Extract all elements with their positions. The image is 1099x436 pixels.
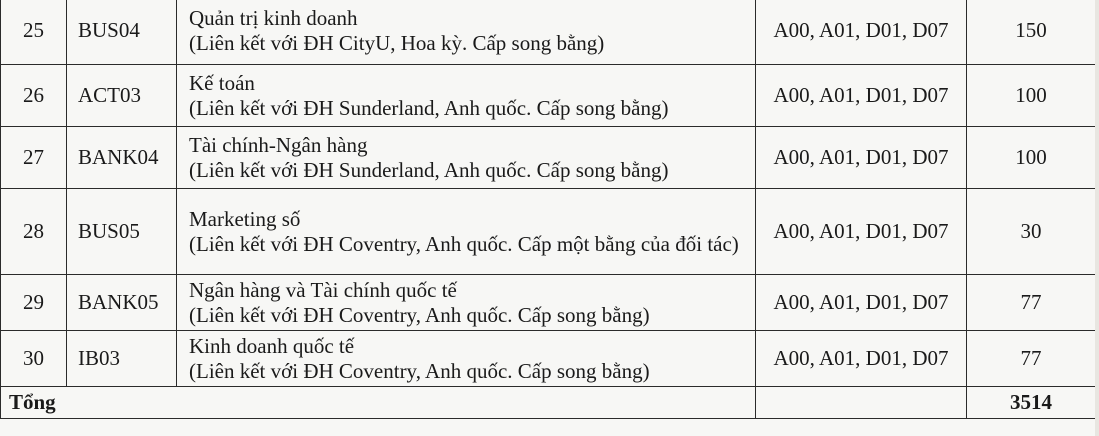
quota: 30 — [967, 189, 1096, 275]
total-label: Tổng — [1, 387, 756, 419]
table-row — [1, 0, 1096, 65]
program-name-cell — [177, 189, 756, 275]
page-edge — [1095, 0, 1099, 436]
program-name-cell — [177, 127, 756, 189]
program-name-cell — [177, 275, 756, 331]
program-code: BANK05 — [67, 275, 177, 331]
quota: 100 — [967, 127, 1096, 189]
total-row — [1, 387, 1096, 419]
program-note: (Liên kết với ĐH Coventry, Anh quốc. Cấp song bằng) — [189, 358, 650, 383]
quota: 77 — [967, 331, 1096, 387]
table-row — [1, 189, 1096, 275]
total-value: 3514 — [967, 387, 1096, 419]
program-name-cell — [177, 65, 756, 127]
program-name: Kinh doanh quốc tế — [189, 333, 355, 358]
program-note: (Liên kết với ĐH Sunderland, Anh quốc. Cấp song bằng) — [189, 95, 669, 120]
subject-combination: A00, A01, D01, D07 — [756, 189, 967, 275]
subject-combination: A00, A01, D01, D07 — [756, 331, 967, 387]
subject-combination: A00, A01, D01, D07 — [756, 65, 967, 127]
row-number: 30 — [1, 331, 67, 387]
program-note: (Liên kết với ĐH Coventry, Anh quốc. Cấp một bằng của đối tác) — [189, 231, 739, 256]
quota: 100 — [967, 65, 1096, 127]
quota: 77 — [967, 275, 1096, 331]
program-name: Tài chính-Ngân hàng — [189, 132, 368, 157]
program-note: (Liên kết với ĐH Sunderland, Anh quốc. Cấp song bằng) — [189, 157, 669, 182]
program-code: IB03 — [67, 331, 177, 387]
program-code: BANK04 — [67, 127, 177, 189]
table-row — [1, 275, 1096, 331]
table-row — [1, 65, 1096, 127]
subject-combination: A00, A01, D01, D07 — [756, 0, 967, 65]
program-name: Quản trị kinh doanh — [189, 5, 358, 30]
program-name-cell — [177, 0, 756, 65]
program-note: (Liên kết với ĐH Coventry, Anh quốc. Cấp song bằng) — [189, 302, 650, 327]
program-name-cell — [177, 331, 756, 387]
table-row — [1, 331, 1096, 387]
program-name: Kế toán — [189, 70, 255, 95]
program-code: ACT03 — [67, 65, 177, 127]
row-number: 26 — [1, 65, 67, 127]
table-row — [1, 127, 1096, 189]
subject-combination: A00, A01, D01, D07 — [756, 275, 967, 331]
row-number: 25 — [1, 0, 67, 65]
program-code: BUS05 — [67, 189, 177, 275]
program-name: Ngân hàng và Tài chính quốc tế — [189, 277, 457, 302]
program-note: (Liên kết với ĐH CityU, Hoa kỳ. Cấp song bằng) — [189, 30, 605, 55]
row-number: 28 — [1, 189, 67, 275]
subject-combination: A00, A01, D01, D07 — [756, 127, 967, 189]
row-number: 29 — [1, 275, 67, 331]
total-combo-empty — [756, 387, 967, 419]
quota: 150 — [967, 0, 1096, 65]
program-name: Marketing số — [189, 206, 301, 231]
program-code: BUS04 — [67, 0, 177, 65]
row-number: 27 — [1, 127, 67, 189]
